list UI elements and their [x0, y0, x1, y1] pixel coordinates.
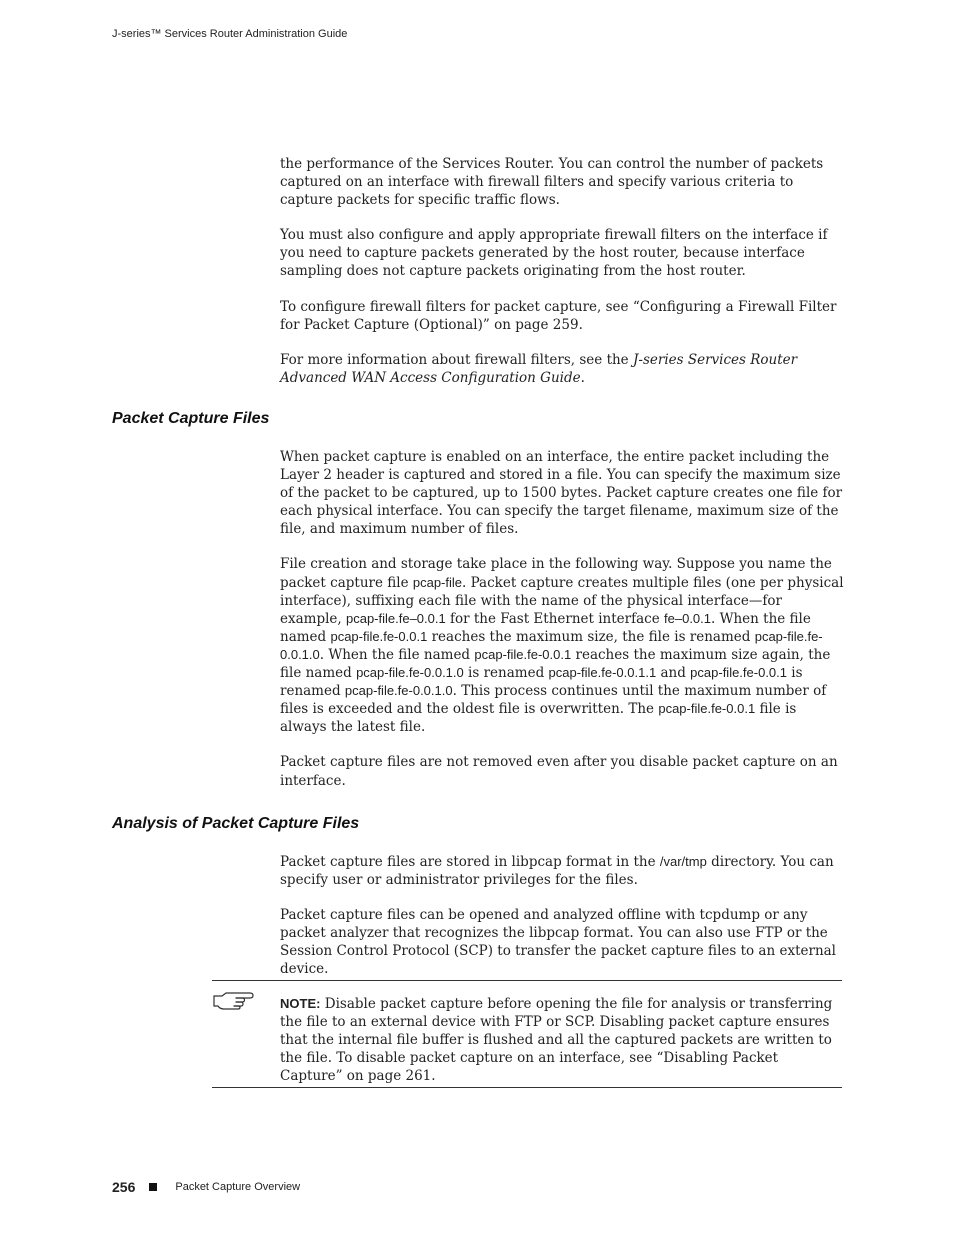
intro-block	[280, 155, 844, 404]
square-bullet-icon	[149, 1183, 157, 1191]
filename: pcap-file.fe-0.0.1	[474, 646, 572, 662]
paragraph: You must also configure and apply appropriate firewall filters on the interface if you need to capture packets generated by the host router, because interface sampling does not capture packets originating from the host router.	[280, 227, 828, 280]
section2-block	[280, 853, 844, 996]
page-number: 256	[112, 1179, 136, 1195]
note-top-rule	[212, 980, 842, 981]
filename: pcap-file.fe-0.0.1.0	[356, 665, 464, 681]
paragraph: For more information about firewall filters, see the J-series Services Router Advanced WAN Access Configuration Guide.	[280, 351, 798, 386]
filename: pcap-file.fe–0.0.1	[345, 610, 446, 626]
section1-block	[280, 448, 844, 807]
filename: pcap-file.fe-0.0.1	[330, 628, 428, 644]
running-header: J-series™ Services Router Administration Guide	[112, 28, 348, 40]
filename: pcap-file.fe-0.0.1.0	[344, 683, 453, 699]
paragraph: Packet capture files are not removed even after you disable packet capture on an interface.	[280, 754, 838, 789]
note-label: NOTE:	[280, 996, 321, 1011]
directory-path: /var/tmp	[659, 854, 707, 869]
paragraph: the performance of the Services Router. You can control the number of packets captured on an interface with firewall filters and specify various criteria to capture packets for specific traffic flows.	[280, 156, 824, 209]
guide-reference: J-series Services Router Advanced WAN Access Configuration Guide	[280, 351, 798, 386]
filename: pcap-file.fe-0.0.1.0	[280, 628, 823, 662]
filename: pcap-file.fe-0.0.1	[690, 665, 788, 681]
paragraph: File creation and storage take place in the following way. Suppose you name the packet capture file pcap-file. Packet capture creates multiple files (one per physical interface), suffixing each file with the name of the physical interface—for example, pcap-file.fe–0.0.1 for the Fast Ethernet interface fe–0.0.1. When the file named pcap-file.fe-0.0.1 reaches the maximum size, the file is renamed pcap-file.fe-0.0.1.0. When the file named pcap-file.fe-0.0.1 reaches the maximum size again, the file named pcap-file.fe-0.0.1.0 is renamed pcap-file.fe-0.0.1.1 and pcap-file.fe-0.0.1 is renamed pcap-file.fe-0.0.1.0. This process continues until the maximum number of files is exceeded and the oldest file is overwritten. The pcap-file.fe-0.0.1 file is always the latest file.	[280, 556, 844, 736]
running-footer	[112, 1179, 300, 1195]
paragraph: Packet capture files are stored in libpcap format in the /var/tmp directory. You can specify user or administrator privileges for the files.	[280, 854, 834, 889]
paragraph: To configure firewall filters for packet capture, see “Configuring a Firewall Filter for Packet Capture (Optional)” on page 259.	[280, 298, 837, 333]
filename: pcap-file.fe-0.0.1	[658, 701, 756, 717]
pointing-hand-icon	[212, 990, 256, 1010]
note-block	[280, 995, 844, 1085]
paragraph: When packet capture is enabled on an interface, the entire packet including the Layer 2 header is captured and stored in a file. You can specify the maximum size of the packet to be captured, up to 1500 bytes. Packet capture creates one file for each physical interface. You can specify the target filename, maximum size of the file, and maximum number of files.	[280, 449, 843, 538]
note-text: Disable packet capture before opening the file for analysis or transferring the file to an external device with FTP or SCP. Disabling packet capture ensures that the internal file buffer is flushed and all the captured packets are written to the file. To disable packet capture on an interface, see “Disabling Packet Capture” on page 261.	[280, 996, 833, 1085]
interface-name: fe–0.0.1	[664, 610, 712, 626]
footer-section: Packet Capture Overview	[175, 1181, 301, 1193]
note-bottom-rule	[212, 1087, 842, 1088]
filename: pcap-file	[412, 574, 462, 590]
section-heading-analysis: Analysis of Packet Capture Files	[112, 815, 360, 832]
paragraph: Packet capture files can be opened and analyzed offline with tcpdump or any packet analyzer that recognizes the libpcap format. You can also use FTP or the Session Control Protocol (SCP) to transfer the packet capture files to an external device.	[280, 907, 836, 978]
section-heading-packet-capture-files: Packet Capture Files	[112, 410, 270, 427]
filename: pcap-file.fe-0.0.1.1	[548, 665, 657, 681]
